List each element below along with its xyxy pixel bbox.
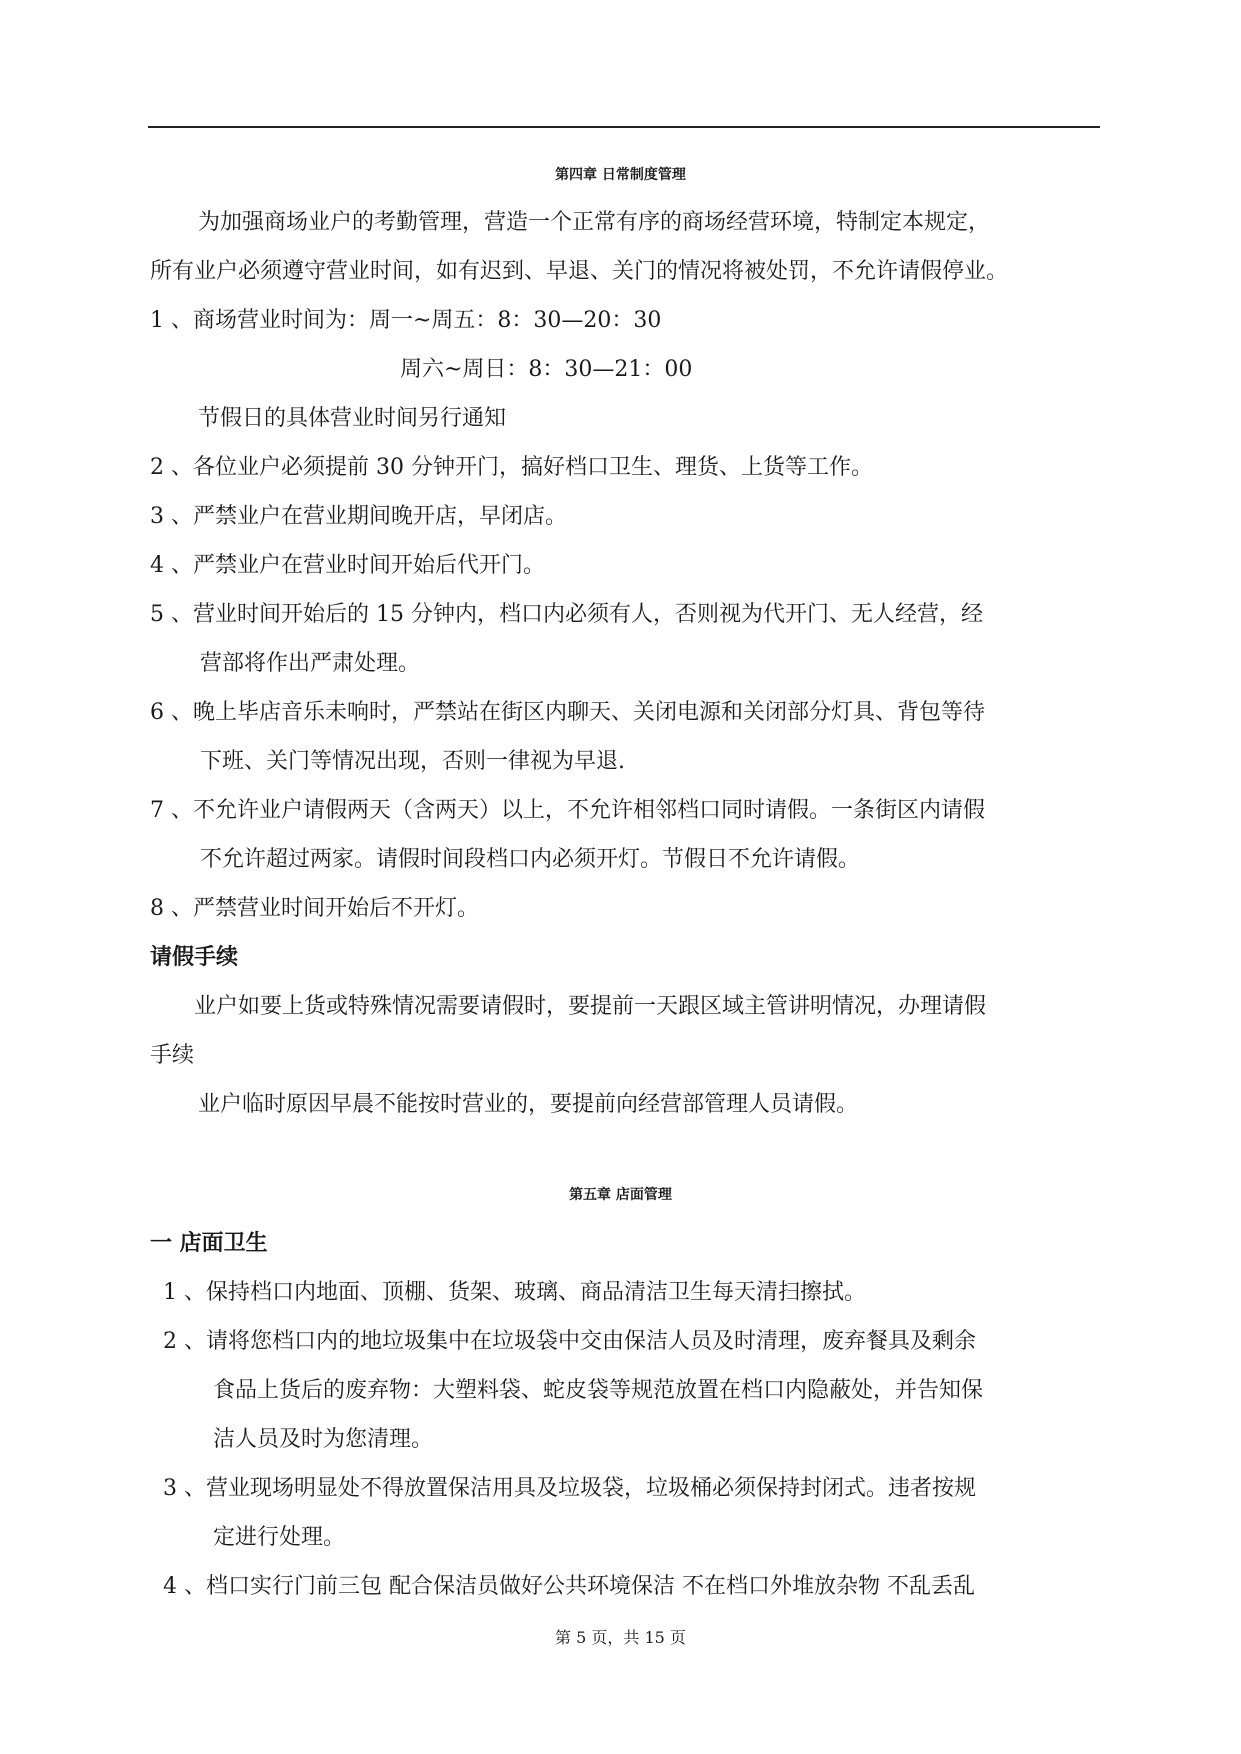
rule-item-3: 3 、严禁业户在营业期间晚开店，早闭店。 <box>150 504 567 529</box>
leave-text-line2: 手续 <box>150 1043 195 1068</box>
hygiene-item-3: 3 、营业现场明显处不得放置保洁用具及垃圾袋，垃圾桶必须保持封闭式。违者按规 <box>163 1476 976 1501</box>
leave-text-line1: 业户如要上货或特殊情况需要请假时，要提前一天跟区域主管讲明情况，办理请假 <box>194 994 987 1019</box>
hygiene-item-2-cont1: 食品上货后的废弃物：大塑料袋、蛇皮袋等规范放置在档口内隐蔽处，并告知保 <box>213 1378 984 1403</box>
rule-item-2: 2 、各位业户必须提前 30 分钟开门，搞好档口卫生、理货、上货等工作。 <box>150 455 873 480</box>
hygiene-item-1: 1 、保持档口内地面、顶棚、货架、玻璃、商品清洁卫生每天清扫擦拭。 <box>163 1280 866 1305</box>
leave-text-line3: 业户临时原因早晨不能按时营业的，要提前向经营部管理人员请假。 <box>198 1092 859 1117</box>
rule-item-4: 4 、严禁业户在营业时间开始后代开门。 <box>150 553 545 578</box>
chapter4-intro-line1: 为加强商场业户的考勤管理，营造一个正常有序的商场经营环境，特制定本规定， <box>198 210 991 235</box>
rule-item-7-cont: 不允许超过两家。请假时间段档口内必须开灯。节假日不允许请假。 <box>200 847 861 872</box>
rule-item-5: 5 、营业时间开始后的 15 分钟内，档口内必须有人，否则视为代开门、无人经营，经 <box>150 602 983 627</box>
page-footer: 第 5 页，共 15 页 <box>555 1628 686 1647</box>
section-store-hygiene-heading: 一 店面卫生 <box>150 1231 268 1256</box>
business-hours-weekend: 周六~周日：8：30—21：00 <box>400 357 693 382</box>
business-hours-weekday: 1 、商场营业时间为：周一~周五：8：30—20：30 <box>150 308 662 333</box>
hygiene-item-2-cont2: 洁人员及时为您清理。 <box>213 1427 434 1452</box>
rule-item-6-cont: 下班、关门等情况出现，否则一律视为早退. <box>200 749 625 774</box>
chapter4-title: 第四章 日常制度管理 <box>555 167 686 183</box>
leave-procedure-heading: 请假手续 <box>150 945 239 970</box>
holiday-note: 节假日的具体营业时间另行通知 <box>198 406 507 431</box>
chapter4-intro-line2: 所有业户必须遵守营业时间，如有迟到、早退、关门的情况将被处罚，不允许请假停业。 <box>150 259 1009 284</box>
hygiene-item-3-cont: 定进行处理。 <box>213 1525 346 1550</box>
rule-item-5-cont: 营部将作出严肃处理。 <box>200 651 421 676</box>
header-rule <box>148 126 1100 128</box>
hygiene-item-2: 2 、请将您档口内的地垃圾集中在垃圾袋中交由保洁人员及时清理，废弃餐具及剩余 <box>163 1329 976 1354</box>
rule-item-7: 7 、不允许业户请假两天（含两天）以上，不允许相邻档口同时请假。一条街区内请假 <box>150 798 985 823</box>
rule-item-6: 6 、晚上毕店音乐未响时，严禁站在街区内聊天、关闭电源和关闭部分灯具、背包等待 <box>150 700 985 725</box>
hygiene-item-4: 4 、档口实行门前三包 配合保洁员做好公共环境保洁 不在档口外堆放杂物 不乱丢乱 <box>163 1574 975 1599</box>
chapter5-title: 第五章 店面管理 <box>569 1187 672 1203</box>
rule-item-8: 8 、严禁营业时间开始后不开灯。 <box>150 896 479 921</box>
